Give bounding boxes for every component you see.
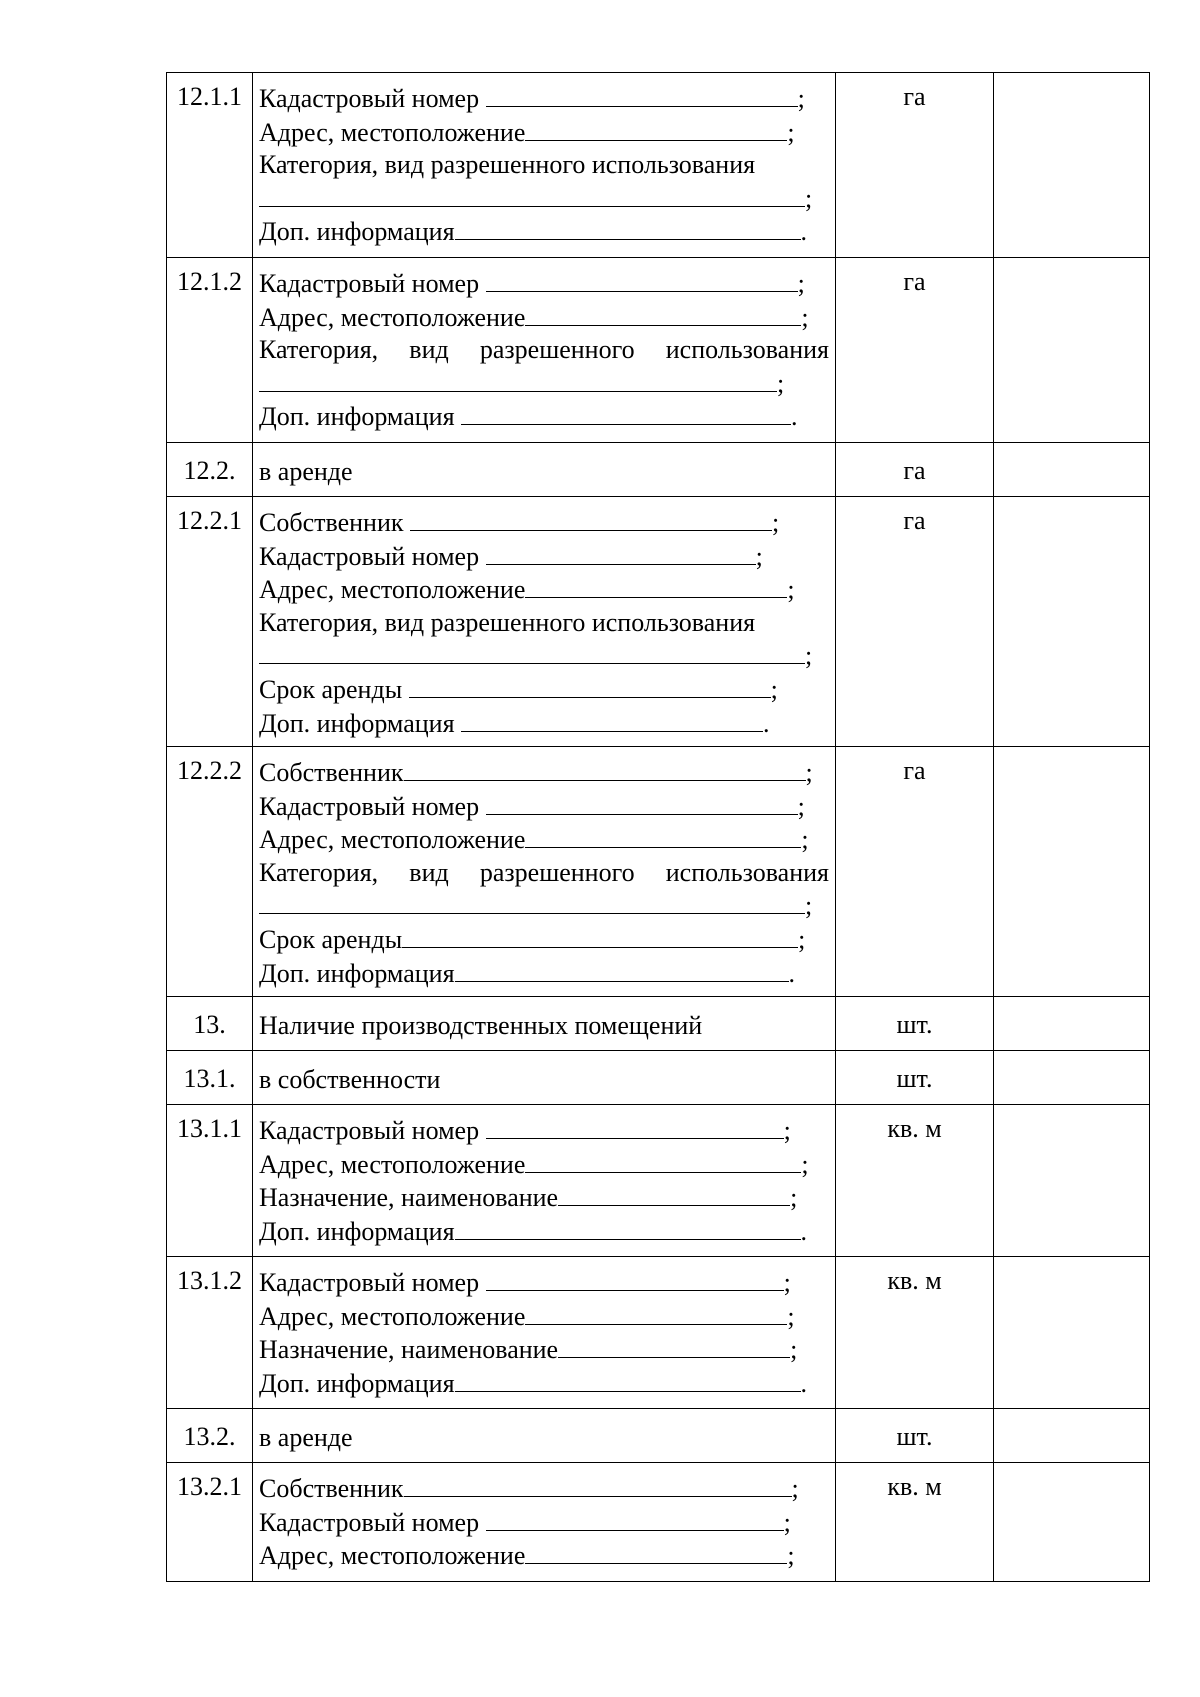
item-number: 12.1.1 <box>167 73 253 258</box>
unit-cell: шт. <box>836 1051 994 1105</box>
fill-in-blank[interactable] <box>486 540 756 565</box>
field-label: Доп. информация <box>259 402 462 432</box>
line-terminator: ; <box>790 1335 798 1365</box>
description-line <box>259 707 829 741</box>
line-terminator: ; <box>801 825 809 855</box>
value-cell[interactable] <box>994 747 1150 997</box>
description-line <box>259 540 829 574</box>
item-number: 13.1.1 <box>167 1105 253 1257</box>
line-terminator: ; <box>770 674 778 704</box>
unit-cell: га <box>836 73 994 258</box>
fill-in-blank[interactable] <box>455 957 789 982</box>
description-line <box>259 790 829 824</box>
description-line <box>259 857 829 890</box>
line-terminator: ; <box>805 891 813 921</box>
description-line <box>259 116 829 150</box>
description-line <box>259 756 829 790</box>
description-line <box>259 1472 829 1506</box>
item-number: 13. <box>167 997 253 1051</box>
unit-cell: кв. м <box>836 1463 994 1582</box>
table-row <box>167 1257 1150 1409</box>
table-row <box>167 73 1150 258</box>
value-cell[interactable] <box>994 497 1150 747</box>
line-terminator: ; <box>790 1183 798 1213</box>
fill-in-blank[interactable] <box>486 1114 784 1139</box>
fill-in-blank[interactable] <box>455 1367 801 1392</box>
fill-in-blank[interactable] <box>525 116 787 141</box>
fill-in-blank[interactable] <box>259 639 805 664</box>
item-number: 13.2.1 <box>167 1463 253 1582</box>
fill-in-blank[interactable] <box>525 823 801 848</box>
value-cell[interactable] <box>994 1257 1150 1409</box>
fill-in-blank[interactable] <box>525 573 787 598</box>
line-terminator: ; <box>797 791 805 821</box>
fill-in-blank[interactable] <box>486 82 798 107</box>
field-label: Кадастровый номер <box>259 791 486 821</box>
field-label: Кадастровый номер <box>259 1116 486 1145</box>
table-row <box>167 1409 1150 1463</box>
item-description <box>253 73 836 258</box>
fill-in-blank[interactable] <box>486 1266 784 1291</box>
description-line <box>259 607 829 640</box>
line-terminator: ; <box>797 269 805 298</box>
item-description <box>253 747 836 997</box>
item-description <box>253 997 836 1051</box>
table-row <box>167 1463 1150 1582</box>
line-terminator: . <box>788 958 796 988</box>
line-terminator: ; <box>801 1149 809 1179</box>
field-label: в аренде <box>259 457 353 486</box>
unit-cell: га <box>836 258 994 443</box>
field-label: Кадастровый номер <box>259 1268 486 1297</box>
field-label: Доп. информация <box>259 958 455 988</box>
line-terminator: ; <box>787 1541 795 1571</box>
fill-in-blank[interactable] <box>486 267 798 292</box>
fill-in-blank[interactable] <box>525 1300 787 1325</box>
description-line <box>259 215 829 249</box>
unit-cell: кв. м <box>836 1257 994 1409</box>
item-number: 12.2.1 <box>167 497 253 747</box>
description-line <box>259 1367 829 1401</box>
line-terminator: . <box>791 402 798 432</box>
table-row <box>167 258 1150 443</box>
fill-in-blank[interactable] <box>455 215 801 240</box>
value-cell[interactable] <box>994 1409 1150 1463</box>
fill-in-blank[interactable] <box>558 1181 790 1206</box>
table-row <box>167 1051 1150 1105</box>
fill-in-blank[interactable] <box>259 182 805 207</box>
field-label: Адрес, местоположение <box>259 302 526 332</box>
field-label: Собственник <box>259 758 404 787</box>
description-line <box>259 1300 829 1334</box>
description-line <box>259 1266 829 1300</box>
description-line <box>259 301 829 335</box>
line-terminator: ; <box>772 508 780 537</box>
item-description <box>253 443 836 497</box>
fill-in-blank[interactable] <box>525 1148 801 1173</box>
field-label: Категория, вид разрешенного использования <box>259 335 829 365</box>
fill-in-blank[interactable] <box>558 1333 790 1358</box>
unit-cell: кв. м <box>836 1105 994 1257</box>
description-line <box>259 957 829 991</box>
description-line <box>259 923 829 957</box>
table-row <box>167 497 1150 747</box>
description-line <box>259 1064 829 1097</box>
description-line <box>259 1506 829 1540</box>
fill-in-blank[interactable] <box>461 707 763 732</box>
description-line <box>259 456 829 489</box>
description-line <box>259 1010 829 1043</box>
description-line <box>259 889 829 923</box>
line-terminator: ; <box>783 1268 791 1297</box>
description-line <box>259 400 829 434</box>
value-cell[interactable] <box>994 258 1150 443</box>
item-description <box>253 1409 836 1463</box>
description-line <box>259 673 829 707</box>
unit-cell: шт. <box>836 997 994 1051</box>
fill-in-blank[interactable] <box>402 923 798 948</box>
form-table <box>166 72 1150 1582</box>
fill-in-blank[interactable] <box>486 790 798 815</box>
item-number: 12.1.2 <box>167 258 253 443</box>
line-terminator: ; <box>805 641 813 671</box>
line-terminator: ; <box>787 1301 795 1331</box>
fill-in-blank[interactable] <box>404 1472 792 1497</box>
item-number: 12.2.2 <box>167 747 253 997</box>
item-number: 13.1.2 <box>167 1257 253 1409</box>
fill-in-blank[interactable] <box>259 367 777 392</box>
fill-in-blank[interactable] <box>525 301 801 326</box>
item-description <box>253 1463 836 1582</box>
description-line <box>259 1539 829 1573</box>
line-terminator: . <box>763 708 770 738</box>
value-cell[interactable] <box>994 1051 1150 1105</box>
fill-in-blank[interactable] <box>409 673 771 698</box>
item-description <box>253 258 836 443</box>
field-label: Адрес, местоположение <box>259 117 526 147</box>
field-label: Собственник <box>259 508 411 537</box>
description-line <box>259 182 829 216</box>
value-cell[interactable] <box>994 997 1150 1051</box>
description-line <box>259 367 829 401</box>
line-terminator: ; <box>805 758 813 787</box>
field-label: Наличие производственных помещений <box>259 1011 703 1040</box>
line-terminator: . <box>800 217 808 247</box>
value-cell[interactable] <box>994 73 1150 258</box>
item-description <box>253 497 836 747</box>
table-body <box>167 73 1150 1582</box>
line-terminator: . <box>800 1216 808 1246</box>
field-label: Адрес, местоположение <box>259 825 526 855</box>
fill-in-blank[interactable] <box>461 400 791 425</box>
field-label: Назначение, наименование <box>259 1183 559 1213</box>
fill-in-blank[interactable] <box>486 1506 784 1531</box>
field-label: Срок аренды <box>259 924 403 954</box>
unit-cell: га <box>836 497 994 747</box>
unit-cell: га <box>836 443 994 497</box>
table-row <box>167 1105 1150 1257</box>
line-terminator: ; <box>798 924 806 954</box>
field-label: в собственности <box>259 1065 441 1094</box>
description-line <box>259 506 829 540</box>
description-line <box>259 1422 829 1455</box>
line-terminator: ; <box>801 302 809 332</box>
description-line <box>259 149 829 182</box>
field-label: Доп. информация <box>259 1368 455 1398</box>
line-terminator: ; <box>777 368 785 398</box>
value-cell[interactable] <box>994 443 1150 497</box>
description-line <box>259 267 829 301</box>
description-line <box>259 573 829 607</box>
field-label: Срок аренды <box>259 674 409 704</box>
field-label: Кадастровый номер <box>259 1507 486 1537</box>
field-label: Кадастровый номер <box>259 269 486 298</box>
line-terminator: ; <box>755 541 763 571</box>
table-row <box>167 997 1150 1051</box>
field-label: Категория, вид разрешенного использования <box>259 150 756 180</box>
fill-in-blank[interactable] <box>410 506 772 531</box>
value-cell[interactable] <box>994 1463 1150 1582</box>
item-description <box>253 1051 836 1105</box>
item-number: 13.1. <box>167 1051 253 1105</box>
fill-in-blank[interactable] <box>404 756 806 781</box>
fill-in-blank[interactable] <box>525 1539 787 1564</box>
field-label: Адрес, местоположение <box>259 1149 526 1179</box>
field-label: Кадастровый номер <box>259 541 486 571</box>
field-label: Доп. информация <box>259 217 455 247</box>
field-label: Адрес, местоположение <box>259 1301 526 1331</box>
description-line <box>259 1181 829 1215</box>
item-number: 12.2. <box>167 443 253 497</box>
field-label: Кадастровый номер <box>259 84 486 113</box>
item-description <box>253 1257 836 1409</box>
unit-cell: га <box>836 747 994 997</box>
line-terminator: ; <box>783 1507 791 1537</box>
description-line <box>259 823 829 857</box>
description-line <box>259 1215 829 1249</box>
field-label: Категория, вид разрешенного использования <box>259 607 756 637</box>
field-label: Собственник <box>259 1474 404 1503</box>
line-terminator: ; <box>791 1474 799 1503</box>
unit-cell: шт. <box>836 1409 994 1463</box>
line-terminator: ; <box>787 575 795 605</box>
line-terminator: ; <box>787 117 795 147</box>
description-line <box>259 1148 829 1182</box>
description-line <box>259 1114 829 1148</box>
field-label: Адрес, местоположение <box>259 1541 526 1571</box>
description-line <box>259 334 829 367</box>
line-terminator: ; <box>783 1116 791 1145</box>
fill-in-blank[interactable] <box>259 889 805 914</box>
field-label: Доп. информация <box>259 708 462 738</box>
table-row <box>167 443 1150 497</box>
fill-in-blank[interactable] <box>455 1215 801 1240</box>
field-label: Категория, вид разрешенного использования <box>259 857 829 887</box>
line-terminator: . <box>800 1368 808 1398</box>
description-line <box>259 82 829 116</box>
line-terminator: ; <box>797 84 805 113</box>
table-row <box>167 747 1150 997</box>
description-line <box>259 1333 829 1367</box>
field-label: Назначение, наименование <box>259 1335 559 1365</box>
item-number: 13.2. <box>167 1409 253 1463</box>
field-label: Адрес, местоположение <box>259 575 526 605</box>
value-cell[interactable] <box>994 1105 1150 1257</box>
field-label: в аренде <box>259 1423 353 1452</box>
item-description <box>253 1105 836 1257</box>
description-line <box>259 639 829 673</box>
field-label: Доп. информация <box>259 1216 455 1246</box>
line-terminator: ; <box>805 183 813 213</box>
